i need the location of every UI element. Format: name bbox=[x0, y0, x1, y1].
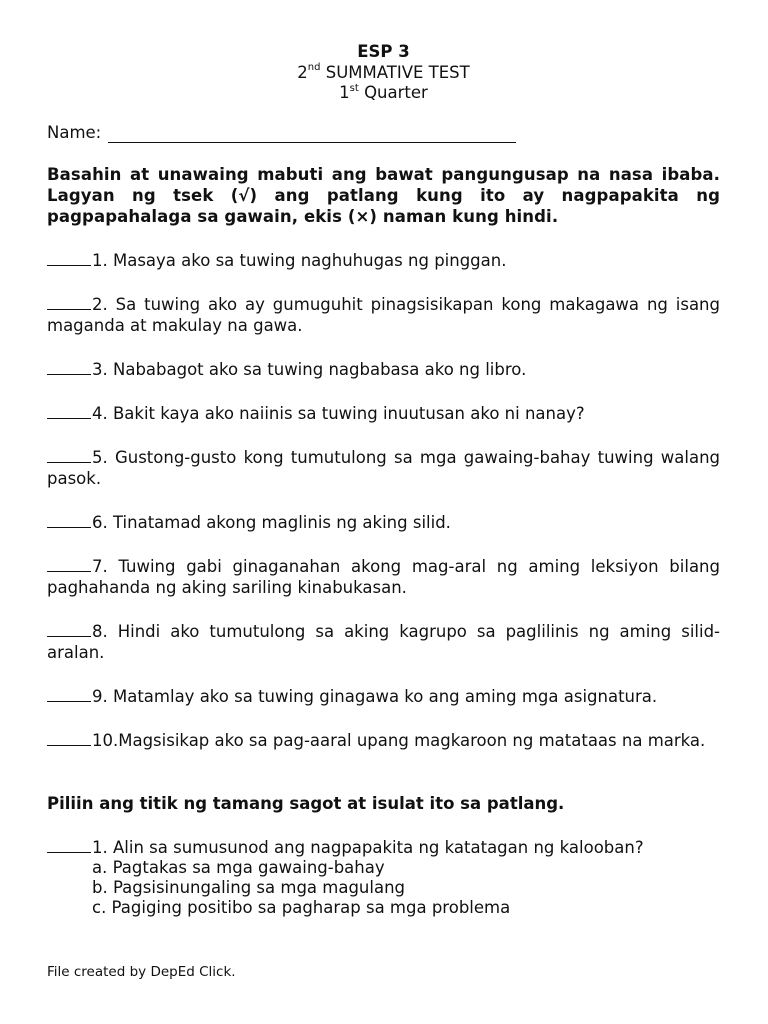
item-text: 7. Tuwing gabi ginaganahan akong mag-aral ng aming leksiyon bilang paghahanda ng aking sariling kinabukasan. bbox=[47, 556, 720, 597]
answer-blank[interactable] bbox=[47, 446, 91, 463]
test-title bbox=[47, 63, 720, 84]
list-item bbox=[47, 358, 720, 380]
item-list bbox=[47, 249, 720, 751]
test-title-text: SUMMATIVE TEST bbox=[325, 62, 470, 82]
item-text: 10.Magsisikap ako sa pag-aaral upang magkaroon ng matataas na marka. bbox=[92, 730, 706, 750]
list-item bbox=[47, 620, 720, 663]
name-blank-line[interactable] bbox=[108, 125, 516, 143]
quarter-ordinal: 1 bbox=[339, 83, 350, 102]
answer-blank[interactable] bbox=[47, 402, 91, 419]
answer-blank[interactable] bbox=[47, 685, 91, 702]
item-text: 9. Matamlay ako sa tuwing ginagawa ko ang aming mga asignatura. bbox=[92, 686, 658, 706]
test-ordinal-suffix: nd bbox=[307, 62, 321, 73]
list-item bbox=[47, 249, 720, 271]
answer-blank[interactable] bbox=[47, 293, 91, 310]
document-page bbox=[47, 42, 720, 918]
list-item bbox=[47, 555, 720, 598]
answer-blank[interactable] bbox=[47, 358, 91, 375]
quarter-title-text: Quarter bbox=[364, 83, 428, 102]
answer-blank[interactable] bbox=[47, 620, 91, 637]
name-row bbox=[47, 122, 720, 143]
quarter-title bbox=[47, 83, 720, 104]
instructions-part-2: Piliin ang titik ng tamang sagot at isulat ito sa patlang. bbox=[47, 793, 565, 813]
list-item bbox=[47, 511, 720, 533]
answer-blank[interactable] bbox=[47, 511, 91, 528]
subject-title: ESP 3 bbox=[357, 42, 410, 61]
item-text: 1. Masaya ako sa tuwing naghuhugas ng pinggan. bbox=[92, 250, 507, 270]
item-text: 2. Sa tuwing ako ay gumuguhit pinagsisikapan kong makagawa ng isang maganda at makulay na gawa. bbox=[47, 294, 720, 335]
item-text: 6. Tinatamad akong maglinis ng aking silid. bbox=[92, 512, 451, 532]
name-label: Name: bbox=[47, 122, 102, 142]
quarter-ordinal-suffix: st bbox=[349, 82, 359, 94]
list-item bbox=[47, 729, 720, 751]
answer-blank[interactable] bbox=[47, 729, 91, 746]
choice-list bbox=[92, 858, 720, 918]
choice-c: c. Pagiging positibo sa pagharap sa mga problema bbox=[92, 897, 511, 917]
choice-a: a. Pagtakas sa mga gawaing-bahay bbox=[92, 857, 385, 877]
question-stem bbox=[47, 836, 720, 858]
document-header bbox=[47, 42, 720, 104]
item-text: 8. Hindi ako tumutulong sa aking kagrupo sa paglilinis ng aming silid-aralan. bbox=[47, 621, 720, 662]
multiple-choice-question bbox=[47, 836, 720, 918]
footer-credit: File created by DepEd Click. bbox=[47, 964, 236, 980]
list-item bbox=[47, 446, 720, 489]
list-item bbox=[47, 293, 720, 336]
list-item bbox=[47, 402, 720, 424]
list-item bbox=[47, 685, 720, 707]
item-text: 3. Nababagot ako sa tuwing nagbabasa ako ng libro. bbox=[92, 359, 527, 379]
item-text: 5. Gustong-gusto kong tumutulong sa mga gawaing-bahay tuwing walang pasok. bbox=[47, 447, 720, 488]
question-text: 1. Alin sa sumusunod ang nagpapakita ng katatagan ng kalooban? bbox=[92, 837, 644, 857]
answer-blank[interactable] bbox=[47, 249, 91, 266]
answer-blank[interactable] bbox=[47, 836, 91, 853]
instructions-part-1: Basahin at unawaing mabuti ang bawat pangungusap na nasa ibaba. Lagyan ng tsek (√) ang patlang kung ito ay nagpapakita ng pagpapahalaga sa gawain, ekis (×) naman kung hindi. bbox=[47, 164, 720, 226]
choice-b: b. Pagsisinungaling sa mga magulang bbox=[92, 877, 406, 897]
answer-blank[interactable] bbox=[47, 555, 91, 572]
test-ordinal: 2 bbox=[297, 62, 308, 82]
item-text: 4. Bakit kaya ako naiinis sa tuwing inuutusan ako ni nanay? bbox=[92, 403, 585, 423]
